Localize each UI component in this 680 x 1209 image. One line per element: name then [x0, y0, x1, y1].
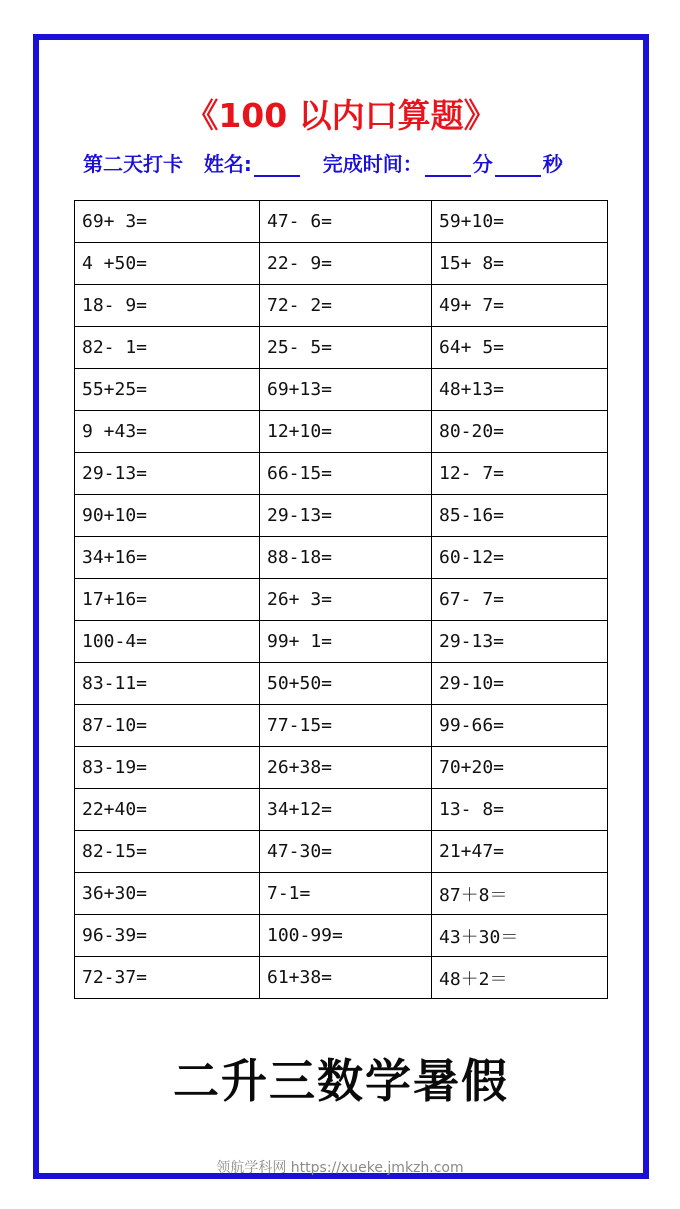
- problem-cell: 50+50=: [260, 663, 432, 705]
- table-row: [75, 243, 608, 285]
- table-row: [75, 411, 608, 453]
- problem-cell: 49+ 7=: [432, 285, 608, 327]
- problem-cell: 67- 7=: [432, 579, 608, 621]
- problem-cell: 87-10=: [75, 705, 260, 747]
- problem-cell: 64+ 5=: [432, 327, 608, 369]
- problem-cell: 83-19=: [75, 747, 260, 789]
- table-row: [75, 369, 608, 411]
- problem-cell: 61+38=: [260, 957, 432, 999]
- problem-cell: 48+13=: [432, 369, 608, 411]
- problem-cell: 55+25=: [75, 369, 260, 411]
- problem-cell: 34+12=: [260, 789, 432, 831]
- problem-cell: 17+16=: [75, 579, 260, 621]
- problem-cell: 29-10=: [432, 663, 608, 705]
- problem-cell: 99-66=: [432, 705, 608, 747]
- problem-cell: 82-15=: [75, 831, 260, 873]
- watermark: 领航学科网 https://xueke.jmkzh.com: [216, 1160, 464, 1176]
- problem-cell: 34+16=: [75, 537, 260, 579]
- problem-cell: 69+13=: [260, 369, 432, 411]
- problem-cell: 47-30=: [260, 831, 432, 873]
- problem-cell: 80-20=: [432, 411, 608, 453]
- problem-cell: 15+ 8=: [432, 243, 608, 285]
- table-row: [75, 747, 608, 789]
- table-row: [75, 957, 608, 999]
- problem-cell: 83-11=: [75, 663, 260, 705]
- second-label: 秒: [542, 152, 563, 176]
- problem-cell: 22- 9=: [260, 243, 432, 285]
- problem-cell: 9 +43=: [75, 411, 260, 453]
- problem-cell: 90+10=: [75, 495, 260, 537]
- footer-title: 二升三数学暑假: [173, 1054, 509, 1108]
- checkin-line: [83, 148, 623, 177]
- problem-cell: 100-99=: [260, 915, 432, 957]
- problem-cell: 29-13=: [432, 621, 608, 663]
- problem-cell: 66-15=: [260, 453, 432, 495]
- problem-cell: 21+47=: [432, 831, 608, 873]
- table-row: [75, 495, 608, 537]
- table-row: [75, 201, 608, 243]
- table-row: [75, 831, 608, 873]
- table-row: [75, 621, 608, 663]
- problem-cell: 26+ 3=: [260, 579, 432, 621]
- problem-cell: 100-4=: [75, 621, 260, 663]
- problem-cell: 7-1=: [260, 873, 432, 915]
- problem-cell: 85-16=: [432, 495, 608, 537]
- problem-cell: 18- 9=: [75, 285, 260, 327]
- problem-table: [74, 200, 608, 999]
- problem-cell: 59+10=: [432, 201, 608, 243]
- problem-cell: 96-39=: [75, 915, 260, 957]
- problem-cell: 47- 6=: [260, 201, 432, 243]
- day-label: 第二天打卡: [83, 152, 183, 176]
- problem-cell: 13- 8=: [432, 789, 608, 831]
- problem-cell: 25- 5=: [260, 327, 432, 369]
- table-row: [75, 789, 608, 831]
- problem-cell: 26+38=: [260, 747, 432, 789]
- problem-cell: 82- 1=: [75, 327, 260, 369]
- table-row: [75, 663, 608, 705]
- problem-cell: 60-12=: [432, 537, 608, 579]
- problem-cell: 29-13=: [260, 495, 432, 537]
- problem-cell: 12- 7=: [432, 453, 608, 495]
- problem-cell: 72- 2=: [260, 285, 432, 327]
- problem-cell: 43＋30＝: [432, 915, 608, 957]
- table-row: [75, 453, 608, 495]
- table-row: [75, 285, 608, 327]
- problem-cell: 69+ 3=: [75, 201, 260, 243]
- problem-cell: 99+ 1=: [260, 621, 432, 663]
- problem-cell: 87＋8＝: [432, 873, 608, 915]
- table-row: [75, 705, 608, 747]
- worksheet-frame: [33, 34, 649, 1179]
- page-title: 《100 以内口算题》: [185, 96, 497, 135]
- table-row: [75, 915, 608, 957]
- problem-cell: 29-13=: [75, 453, 260, 495]
- minute-label: 分: [472, 152, 493, 176]
- table-row: [75, 579, 608, 621]
- problem-cell: 12+10=: [260, 411, 432, 453]
- minute-blank[interactable]: [425, 153, 471, 177]
- problem-cell: 48＋2＝: [432, 957, 608, 999]
- table-row: [75, 327, 608, 369]
- problem-cell: 77-15=: [260, 705, 432, 747]
- problem-cell: 22+40=: [75, 789, 260, 831]
- time-label: 完成时间：: [322, 152, 423, 176]
- problem-cell: 36+30=: [75, 873, 260, 915]
- problem-cell: 70+20=: [432, 747, 608, 789]
- table-row: [75, 537, 608, 579]
- problem-cell: 72-37=: [75, 957, 260, 999]
- problem-cell: 88-18=: [260, 537, 432, 579]
- name-label: 姓名:: [203, 152, 252, 176]
- problem-cell: 4 +50=: [75, 243, 260, 285]
- table-row: [75, 873, 608, 915]
- second-blank[interactable]: [495, 153, 541, 177]
- name-blank[interactable]: [254, 153, 300, 177]
